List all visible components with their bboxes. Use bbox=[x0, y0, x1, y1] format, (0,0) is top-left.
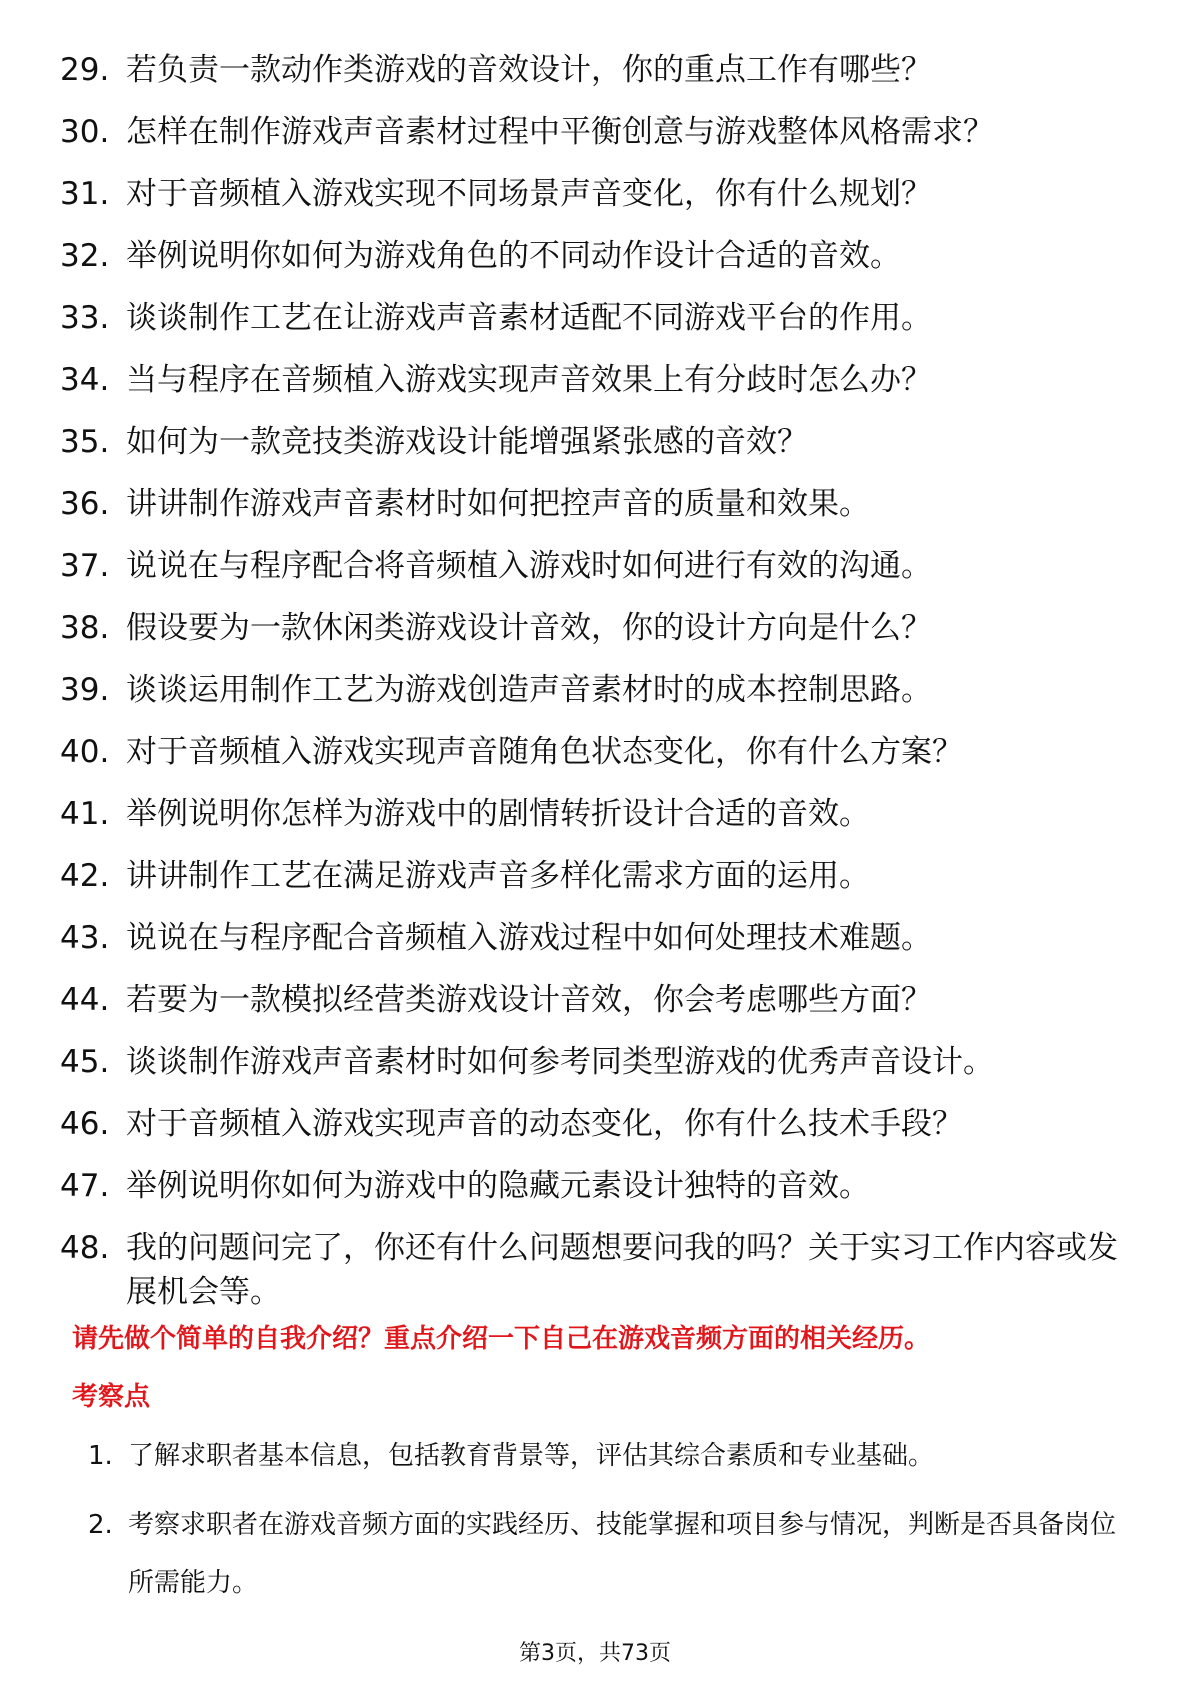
question-number: 42. bbox=[60, 858, 110, 894]
question-item bbox=[60, 172, 1140, 234]
question-item bbox=[60, 854, 1140, 916]
question-text: 对于音频植入游戏实现声音随角色状态变化，你有什么方案？ bbox=[126, 734, 963, 770]
question-item bbox=[60, 1040, 1140, 1102]
assessment-point-list bbox=[88, 1434, 1118, 1630]
question-text: 假设要为一款休闲类游戏设计音效，你的设计方向是什么？ bbox=[126, 610, 932, 646]
question-list bbox=[60, 48, 1140, 1326]
question-item bbox=[60, 544, 1140, 606]
question-text: 举例说明你怎样为游戏中的剧情转折设计合适的音效。 bbox=[126, 796, 870, 832]
question-number: 44. bbox=[60, 982, 110, 1018]
point-number: 1. bbox=[88, 1441, 113, 1471]
question-item bbox=[60, 792, 1140, 854]
question-item bbox=[60, 668, 1140, 730]
question-number: 33. bbox=[60, 300, 110, 336]
assessment-point bbox=[88, 1503, 1118, 1612]
question-item bbox=[60, 482, 1140, 544]
question-number: 36. bbox=[60, 486, 110, 522]
question-text: 怎样在制作游戏声音素材过程中平衡创意与游戏整体风格需求？ bbox=[126, 114, 994, 150]
page-footer: 第3页，共73页 bbox=[519, 1641, 671, 1666]
question-text: 谈谈运用制作工艺为游戏创造声音素材时的成本控制思路。 bbox=[126, 672, 932, 708]
question-text: 如何为一款竞技类游戏设计能增强紧张感的音效？ bbox=[126, 424, 808, 460]
question-item bbox=[60, 358, 1140, 420]
question-text: 对于音频植入游戏实现不同场景声音变化，你有什么规划？ bbox=[126, 176, 932, 212]
question-number: 31. bbox=[60, 176, 110, 212]
question-text: 谈谈制作游戏声音素材时如何参考同类型游戏的优秀声音设计。 bbox=[126, 1044, 994, 1080]
question-text: 对于音频植入游戏实现声音的动态变化，你有什么技术手段？ bbox=[126, 1106, 963, 1142]
question-item bbox=[60, 1164, 1140, 1226]
question-number: 47. bbox=[60, 1168, 110, 1204]
point-number: 2. bbox=[88, 1510, 113, 1540]
assessment-point bbox=[88, 1434, 1118, 1485]
section-subheading: 考察点 bbox=[72, 1382, 151, 1412]
question-number: 39. bbox=[60, 672, 110, 708]
question-item bbox=[60, 234, 1140, 296]
question-text: 当与程序在音频植入游戏实现声音效果上有分歧时怎么办？ bbox=[126, 362, 932, 398]
question-text: 举例说明你如何为游戏角色的不同动作设计合适的音效。 bbox=[126, 238, 901, 274]
question-item bbox=[60, 420, 1140, 482]
question-number: 43. bbox=[60, 920, 110, 956]
section-heading: 请先做个简单的自我介绍？重点介绍一下自己在游戏音频方面的相关经历。 bbox=[72, 1324, 931, 1354]
question-text: 说说在与程序配合将音频植入游戏时如何进行有效的沟通。 bbox=[126, 548, 932, 584]
question-number: 34. bbox=[60, 362, 110, 398]
question-number: 35. bbox=[60, 424, 110, 460]
question-text: 讲讲制作游戏声音素材时如何把控声音的质量和效果。 bbox=[126, 486, 870, 522]
question-number: 41. bbox=[60, 796, 110, 832]
question-text: 讲讲制作工艺在满足游戏声音多样化需求方面的运用。 bbox=[126, 858, 870, 894]
question-number: 30. bbox=[60, 114, 110, 150]
question-number: 32. bbox=[60, 238, 110, 274]
question-item bbox=[60, 730, 1140, 792]
question-text: 说说在与程序配合音频植入游戏过程中如何处理技术难题。 bbox=[126, 920, 932, 956]
question-item bbox=[60, 110, 1140, 172]
question-number: 48. bbox=[60, 1230, 110, 1266]
question-item bbox=[60, 1102, 1140, 1164]
question-text: 若要为一款模拟经营类游戏设计音效，你会考虑哪些方面？ bbox=[126, 982, 932, 1018]
question-text: 我的问题问完了，你还有什么问题想要问我的吗？关于实习工作内容或发展机会等。 bbox=[126, 1230, 1118, 1310]
question-number: 38. bbox=[60, 610, 110, 646]
question-item bbox=[60, 1226, 1140, 1326]
question-number: 37. bbox=[60, 548, 110, 584]
question-number: 29. bbox=[60, 52, 110, 88]
question-number: 40. bbox=[60, 734, 110, 770]
question-number: 45. bbox=[60, 1044, 110, 1080]
question-item bbox=[60, 296, 1140, 358]
question-item bbox=[60, 978, 1140, 1040]
question-text: 若负责一款动作类游戏的音效设计，你的重点工作有哪些？ bbox=[126, 52, 932, 88]
question-item bbox=[60, 606, 1140, 668]
question-text: 谈谈制作工艺在让游戏声音素材适配不同游戏平台的作用。 bbox=[126, 300, 932, 336]
question-number: 46. bbox=[60, 1106, 110, 1142]
question-text: 举例说明你如何为游戏中的隐藏元素设计独特的音效。 bbox=[126, 1168, 870, 1204]
question-item bbox=[60, 48, 1140, 110]
point-text: 考察求职者在游戏音频方面的实践经历、技能掌握和项目参与情况，判断是否具备岗位所需能力。 bbox=[128, 1510, 1117, 1598]
question-item bbox=[60, 916, 1140, 978]
point-text: 了解求职者基本信息，包括教育背景等，评估其综合素质和专业基础。 bbox=[128, 1441, 935, 1471]
